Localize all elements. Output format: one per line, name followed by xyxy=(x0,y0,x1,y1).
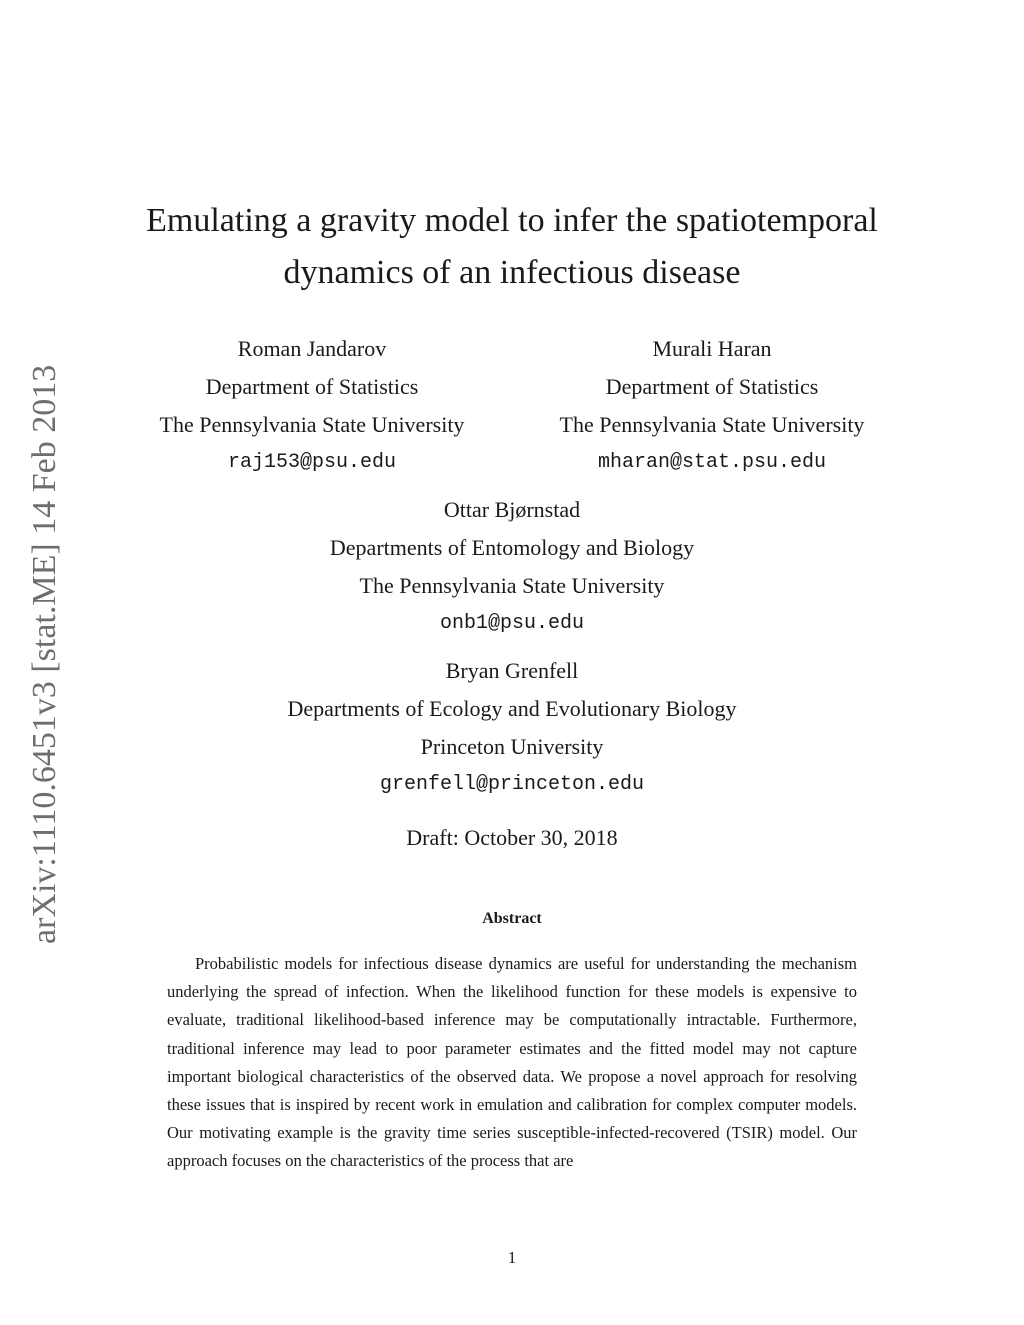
author-department: Departments of Ecology and Evolutionary Biology xyxy=(287,696,737,721)
author-email: mharan@stat.psu.edu xyxy=(597,451,827,474)
author-block-bjornstad xyxy=(212,491,812,643)
author-block-haran xyxy=(512,330,912,482)
author-block-jandarov xyxy=(112,330,512,482)
author-institution: Princeton University xyxy=(420,734,604,759)
author-department: Department of Statistics xyxy=(205,374,419,399)
paper-title xyxy=(100,195,924,299)
arxiv-identifier: arXiv:1110.6451v3 [stat.ME] 14 Feb 2013 xyxy=(26,364,63,944)
title-line-2: dynamics of an infectious disease xyxy=(283,254,741,291)
author-name: Ottar Bjørnstad xyxy=(443,497,581,522)
title-line-1: Emulating a gravity model to infer the spatiotemporal xyxy=(146,202,878,239)
page-number: 1 xyxy=(507,1248,517,1267)
author-block-grenfell xyxy=(212,652,812,804)
author-name: Bryan Grenfell xyxy=(445,658,579,683)
author-name: Murali Haran xyxy=(652,336,772,361)
author-institution: The Pennsylvania State University xyxy=(159,412,465,437)
draft-date: Draft: October 30, 2018 xyxy=(406,825,618,850)
author-institution: The Pennsylvania State University xyxy=(359,573,665,598)
author-institution: The Pennsylvania State University xyxy=(559,412,865,437)
author-email: raj153@psu.edu xyxy=(227,451,397,474)
author-department: Departments of Entomology and Biology xyxy=(329,535,695,560)
abstract-text: Probabilistic models for infectious disease dynamics are useful for understanding the mechanism underlying the spread of infection. When the likelihood function for these models is expensive to evaluate, traditional likelihood-based inference may be computationally intractable. Furthermore, traditional inference may lead to poor parameter estimates and the fitted model may not capture important biological characteristics of the observed data. We propose a novel approach for resolving these issues that is inspired by recent work in emulation and calibration for complex computer models. Our motivating example is the gravity time series susceptible-infected-recovered (TSIR) model. Our approach focuses on the characteristics of the process that are xyxy=(167,954,857,1171)
author-name: Roman Jandarov xyxy=(237,336,387,361)
author-department: Department of Statistics xyxy=(605,374,819,399)
abstract-heading: Abstract xyxy=(482,910,542,927)
author-email: onb1@psu.edu xyxy=(439,612,585,635)
author-email: grenfell@princeton.edu xyxy=(379,773,645,796)
